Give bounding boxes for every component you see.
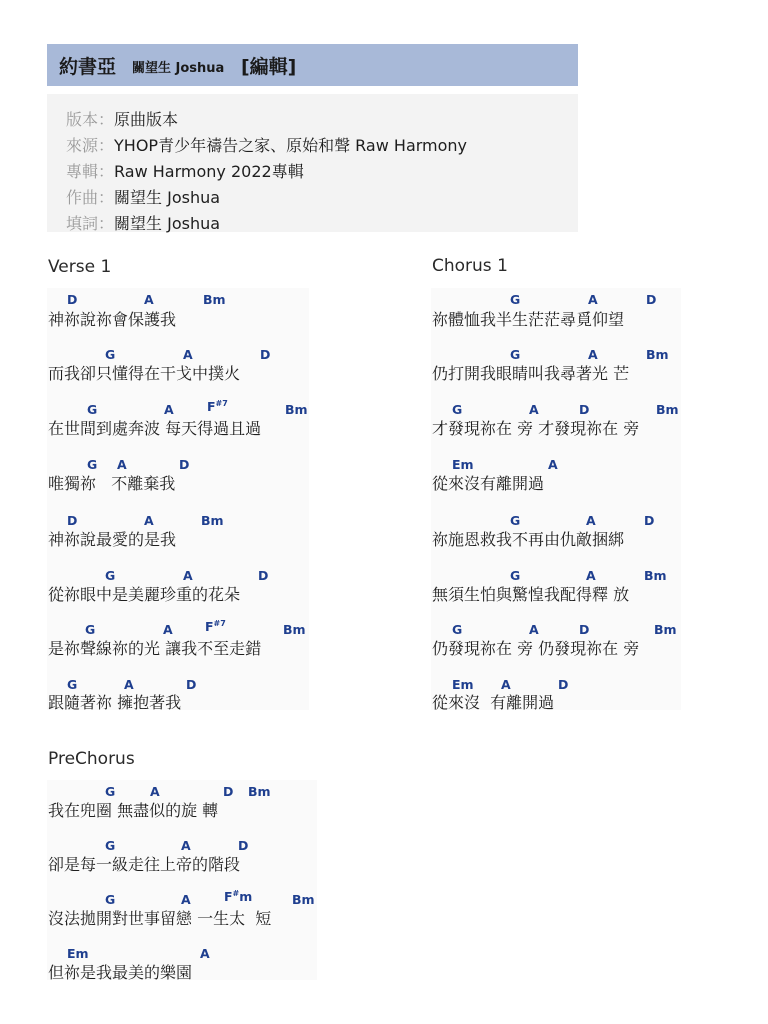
chord: G bbox=[85, 622, 96, 637]
chord: A bbox=[200, 946, 210, 961]
song-credit: 關望生 Joshua bbox=[132, 61, 225, 76]
chord: D bbox=[186, 677, 197, 692]
lyric-line: 是祢聲線祢的光 讓我不至走錯 bbox=[48, 639, 262, 658]
lyric-line: 神祢說最愛的是我 bbox=[48, 530, 177, 549]
section-title-verse1: Verse 1 bbox=[48, 257, 112, 277]
chord: D bbox=[258, 568, 269, 583]
song-title: 約書亞 bbox=[59, 56, 117, 78]
chord: A bbox=[529, 402, 539, 417]
edit-link[interactable]: [編輯] bbox=[241, 56, 297, 78]
lyric-line: 從來沒有離開過 bbox=[432, 474, 545, 493]
chord: A bbox=[164, 402, 174, 417]
chord: G bbox=[452, 622, 463, 637]
chord: Bm bbox=[203, 292, 226, 307]
lyric-line: 而我卻只懂得在干戈中撲火 bbox=[48, 364, 241, 383]
info-row-source: 來源：YHOP青少年禱告之家、原始和聲 Raw Harmony bbox=[66, 136, 468, 155]
chord: Bm bbox=[248, 784, 271, 799]
lyric-line: 祢施恩救我不再由仇敵捆綁 bbox=[432, 530, 625, 549]
chord: D bbox=[179, 457, 190, 472]
chord: A bbox=[163, 622, 173, 637]
chord: $F^{\#7}$ bbox=[207, 399, 228, 415]
prechorus-block bbox=[47, 780, 317, 980]
lyric-line: 才發現祢在 旁 才發現祢在 旁 bbox=[432, 419, 640, 438]
lyric-line: 從來沒 有離開過 bbox=[432, 693, 555, 712]
lyric-line: 我在兜圈 無盡似的旋 轉 bbox=[48, 801, 219, 820]
chord: A bbox=[588, 292, 598, 307]
chord: D bbox=[558, 677, 569, 692]
chord: D bbox=[644, 513, 655, 528]
chord: A bbox=[117, 457, 127, 472]
chord: $F^{\#7}$ bbox=[205, 619, 226, 635]
section-title-prechorus: PreChorus bbox=[48, 749, 135, 769]
chord: Bm bbox=[646, 347, 669, 362]
lyric-line: 在世間到處奔波 每天得過且過 bbox=[48, 419, 262, 438]
chord: Bm bbox=[201, 513, 224, 528]
lyric-line: 神祢說祢會保護我 bbox=[48, 310, 177, 329]
chord: A bbox=[586, 568, 596, 583]
chord: G bbox=[87, 457, 98, 472]
song-info-box bbox=[47, 94, 578, 232]
chord: F#m bbox=[224, 889, 253, 905]
lyric-line: 卻是每一級走往上帝的階段 bbox=[48, 855, 241, 874]
lyric-line: 從祢眼中是美麗珍重的花朵 bbox=[48, 585, 241, 604]
chord: D bbox=[579, 622, 590, 637]
lyric-line: 唯獨祢 不離棄我 bbox=[48, 474, 176, 493]
chord: G bbox=[510, 513, 521, 528]
chord: G bbox=[105, 347, 116, 362]
info-row-album: 專輯：Raw Harmony 2022專輯 bbox=[66, 162, 304, 181]
section-title-chorus1: Chorus 1 bbox=[432, 256, 508, 276]
chord: A bbox=[529, 622, 539, 637]
chord: G bbox=[452, 402, 463, 417]
lyric-line: 無須生怕與驚惶我配得釋 放 bbox=[432, 585, 630, 604]
chord: G bbox=[105, 892, 116, 907]
chord: G bbox=[510, 347, 521, 362]
chord: D bbox=[67, 513, 78, 528]
chord: G bbox=[510, 292, 521, 307]
chord: Bm bbox=[644, 568, 667, 583]
chord: A bbox=[181, 892, 191, 907]
chord: G bbox=[105, 568, 116, 583]
chord: A bbox=[181, 838, 191, 853]
chord: A bbox=[501, 677, 511, 692]
chord: Em bbox=[67, 946, 89, 961]
info-row-composer: 作曲：關望生 Joshua bbox=[66, 188, 221, 207]
chord: A bbox=[586, 513, 596, 528]
chord: A bbox=[548, 457, 558, 472]
chord: Em bbox=[452, 677, 474, 692]
chord: G bbox=[87, 402, 98, 417]
chord: A bbox=[144, 292, 154, 307]
info-row-lyricist: 填詞：關望生 Joshua bbox=[66, 214, 221, 233]
chord: Em bbox=[452, 457, 474, 472]
chord: D bbox=[238, 838, 249, 853]
chord: A bbox=[150, 784, 160, 799]
chord: Bm bbox=[654, 622, 677, 637]
chord: D bbox=[646, 292, 657, 307]
chord: Bm bbox=[656, 402, 679, 417]
chord: D bbox=[223, 784, 234, 799]
lyric-line: 但祢是我最美的樂園 bbox=[48, 963, 193, 982]
chord: Bm bbox=[283, 622, 306, 637]
verse1-block bbox=[47, 288, 309, 710]
lyric-line: 祢體恤我半生茫茫尋覓仰望 bbox=[432, 310, 625, 329]
lyric-line: 仍發現祢在 旁 仍發現祢在 旁 bbox=[432, 639, 640, 658]
chord: A bbox=[124, 677, 134, 692]
chord: G bbox=[510, 568, 521, 583]
chord: D bbox=[260, 347, 271, 362]
chord: Bm bbox=[285, 402, 308, 417]
chord: G bbox=[105, 838, 116, 853]
chorus1-block bbox=[431, 288, 681, 710]
chord: D bbox=[67, 292, 78, 307]
chord: G bbox=[67, 677, 78, 692]
chord: D bbox=[579, 402, 590, 417]
lyric-line: 仍打開我眼睛叫我尋著光 芒 bbox=[432, 364, 630, 383]
lyric-line: 跟隨著祢 擁抱著我 bbox=[48, 693, 182, 712]
chord: A bbox=[183, 347, 193, 362]
info-row-version: 版本：原曲版本 bbox=[66, 110, 179, 129]
chord: A bbox=[183, 568, 193, 583]
title-bar bbox=[47, 44, 578, 86]
chord: A bbox=[588, 347, 598, 362]
chord: G bbox=[105, 784, 116, 799]
chord: Bm bbox=[292, 892, 315, 907]
lyric-line: 沒法拋開對世事留戀 一生太 短 bbox=[48, 909, 272, 928]
chord: A bbox=[144, 513, 154, 528]
